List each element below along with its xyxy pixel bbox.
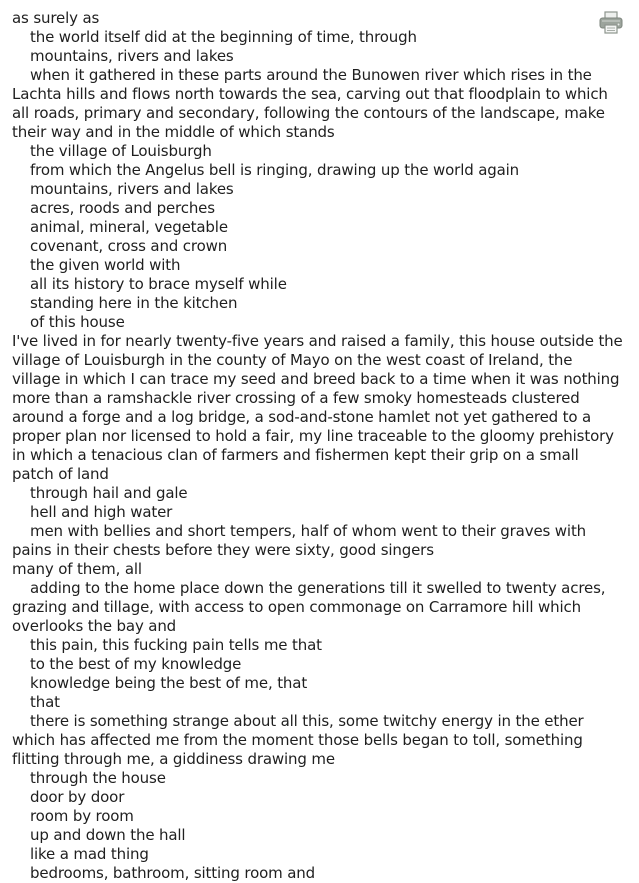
text-line: door by door (30, 788, 125, 806)
text-line: bedrooms, bathroom, sitting room and (30, 864, 315, 882)
text-line: of this house (30, 313, 125, 331)
text-line: from which the Angelus bell is ringing, drawing up the world again (30, 161, 520, 179)
text-line: all its history to brace myself while (30, 275, 287, 293)
text-line: men with bellies and short tempers, half of whom went to their graves with pains in their chests before they were sixty, good singers (12, 522, 587, 559)
text-line: to the best of my knowledge (30, 655, 242, 673)
text-line: standing here in the kitchen (30, 294, 238, 312)
text-line: the village of Louisburgh (30, 142, 212, 160)
text-line: knowledge being the best of me, that (30, 674, 308, 692)
text-line: like a mad thing (30, 845, 149, 863)
text-line: there is something strange about all this, some twitchy energy in the ether which has affected me from the moment those bells began to toll, something flitting through me, a giddiness drawing me (12, 712, 584, 768)
text-line: animal, mineral, vegetable (30, 218, 228, 236)
text-line: through the house (30, 769, 166, 787)
text-line: hell and high water (30, 503, 173, 521)
text-line: this pain, this fucking pain tells me that (30, 636, 322, 654)
text-line: many of them, all (12, 560, 142, 578)
text-line: the world itself did at the beginning of time, through (30, 28, 417, 46)
text-line: through hail and gale (30, 484, 188, 502)
print-button[interactable] (598, 9, 624, 35)
text-line: I've lived in for nearly twenty-five years and raised a family, this house outside the village of Louisburgh in the county of Mayo on the west coast of Ireland, the village in which I can trace my seed and breed back to a time when it was nothing more than a ramshackle river crossing of a few smoky homesteads clustered around a forge and a log bridge, a sod-and-stone hamlet not yet gathered to a proper plan nor licensed to hold a fair, my line traceable to the gloomy prehistory in which a tenacious clan of farmers and fishermen kept their grip on a small patch of land (12, 332, 623, 483)
text-line: as surely as (12, 9, 100, 27)
text-line: that (30, 693, 60, 711)
text-line: room by room (30, 807, 134, 825)
printer-icon (598, 9, 624, 35)
text-line: mountains, rivers and lakes (30, 180, 234, 198)
text-line: adding to the home place down the generations till it swelled to twenty acres, grazing and tillage, with access to open commonage on Carramore hill which overlooks the bay and (12, 579, 606, 635)
text-line: up and down the hall (30, 826, 186, 844)
text-line: mountains, rivers and lakes (30, 47, 234, 65)
text-line: the given world with (30, 256, 181, 274)
text-line: when it gathered in these parts around the Bunowen river which rises in the Lachta hills and flows north towards the sea, carving out that floodplain to which all roads, primary and secondary, following the contours of the landscape, make their way and in the middle of which stands (12, 66, 608, 141)
text-line: acres, roods and perches (30, 199, 215, 217)
document-text (12, 9, 624, 883)
text-line: covenant, cross and crown (30, 237, 228, 255)
